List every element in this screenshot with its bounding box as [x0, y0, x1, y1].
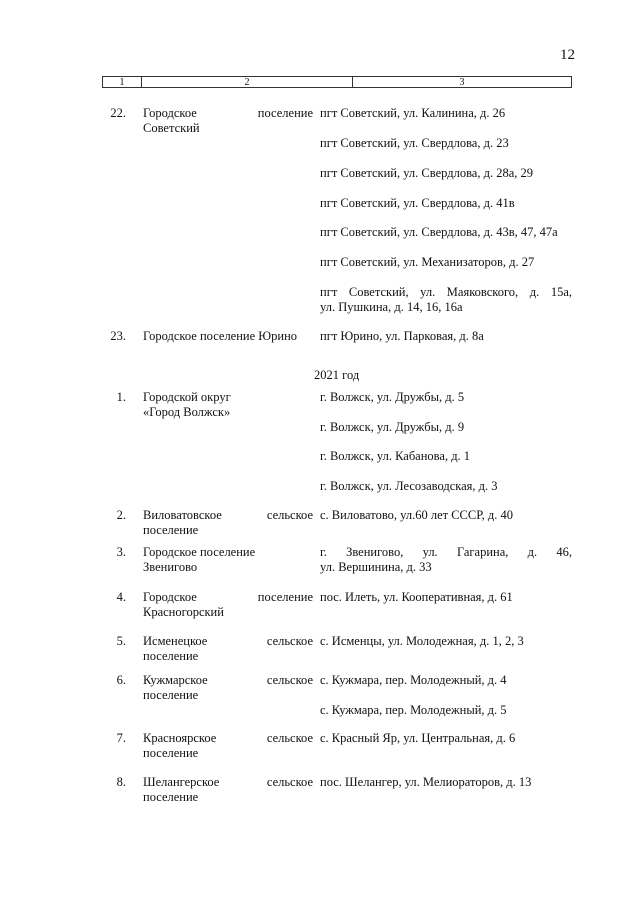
municipality-name-line2: Красногорский [143, 605, 224, 619]
municipality-name-line1: Красноярское сельское [143, 731, 313, 745]
municipality-name [143, 390, 313, 420]
year-heading: 2021 год [314, 368, 360, 382]
address: с. Виловатово, ул.60 лет СССР, д. 40 [320, 508, 513, 522]
address: с. Кужмара, пер. Молодежный, д. 5 [320, 703, 507, 717]
address: пос. Илеть, ул. Кооперативная, д. 61 [320, 590, 513, 604]
address [320, 545, 572, 575]
row-number: 8. [116, 775, 126, 789]
municipality-name-line1: Городское поселение [143, 590, 313, 604]
municipality-name-line2: поселение [143, 523, 199, 537]
row-number: 7. [116, 731, 126, 745]
address-line2: ул. Вершинина, д. 33 [320, 560, 432, 574]
column-header-2: 2 [142, 77, 353, 87]
municipality-name-line2: поселение [143, 649, 199, 663]
municipality-name [143, 673, 313, 703]
municipality-name [143, 508, 313, 538]
address: пгт Советский, ул. Механизаторов, д. 27 [320, 255, 535, 269]
address-line1: г. Звенигово, ул. Гагарина, д. 46, [320, 545, 572, 559]
address: г. Волжск, ул. Лесозаводская, д. 3 [320, 479, 498, 493]
municipality-name-line1: Кужмарское сельское [143, 673, 313, 687]
row-number: 3. [116, 545, 126, 559]
municipality-name [143, 634, 313, 664]
address: с. Исменцы, ул. Молодежная, д. 1, 2, 3 [320, 634, 524, 648]
municipality-name [143, 106, 313, 136]
municipality-name-line2: «Город Волжск» [143, 405, 231, 419]
address [320, 285, 572, 315]
address-line2: ул. Пушкина, д. 14, 16, 16а [320, 300, 463, 314]
column-header-3: 3 [459, 77, 465, 88]
row-number: 1. [116, 390, 126, 404]
column-header-row [102, 76, 572, 88]
address-line1: пгт Советский, ул. Маяковского, д. 15а, [320, 285, 572, 299]
municipality-name [143, 775, 313, 805]
address: г. Волжск, ул. Кабанова, д. 1 [320, 449, 471, 463]
municipality-name [143, 545, 313, 575]
row-number: 23. [110, 329, 126, 343]
address: пгт Советский, ул. Калинина, д. 26 [320, 106, 506, 120]
municipality-name-line2: Советский [143, 121, 200, 135]
row-number: 2. [116, 508, 126, 522]
municipality-name-line1: Шелангерское сельское [143, 775, 313, 789]
municipality-name-line1: Исменецкое сельское [143, 634, 313, 648]
municipality-name-line1: Виловатовское сельское [143, 508, 313, 522]
address: с. Кужмара, пер. Молодежный, д. 4 [320, 673, 507, 687]
address: пос. Шелангер, ул. Мелиораторов, д. 13 [320, 775, 532, 789]
row-number: 4. [116, 590, 126, 604]
address: пгт Советский, ул. Свердлова, д. 23 [320, 136, 509, 150]
municipality-name-line2: поселение [143, 688, 199, 702]
municipality-name-line2: Звенигово [143, 560, 198, 574]
address: пгт Советский, ул. Свердлова, д. 43в, 47, 47а [320, 225, 558, 239]
address: с. Красный Яр, ул. Центральная, д. 6 [320, 731, 516, 745]
municipality-name-line1: Городское поселение [143, 545, 256, 559]
page-number: 12 [560, 47, 575, 63]
municipality-name-line2: поселение [143, 790, 199, 804]
municipality-name [143, 590, 313, 620]
municipality-name [143, 731, 313, 761]
address: г. Волжск, ул. Дружбы, д. 9 [320, 420, 465, 434]
municipality-name-line1: Городской округ [143, 390, 231, 404]
address: пгт Юрино, ул. Парковая, д. 8а [320, 329, 484, 343]
row-number: 6. [116, 673, 126, 687]
address: пгт Советский, ул. Свердлова, д. 41в [320, 196, 515, 210]
column-header-1: 1 [103, 77, 142, 87]
row-number: 22. [110, 106, 126, 120]
address: пгт Советский, ул. Свердлова, д. 28а, 29 [320, 166, 534, 180]
address: г. Волжск, ул. Дружбы, д. 5 [320, 390, 465, 404]
municipality-name: Городское поселение Юрино [143, 329, 298, 343]
municipality-name-line2: поселение [143, 746, 199, 760]
municipality-name-line1: Городское поселение [143, 106, 313, 120]
row-number: 5. [116, 634, 126, 648]
